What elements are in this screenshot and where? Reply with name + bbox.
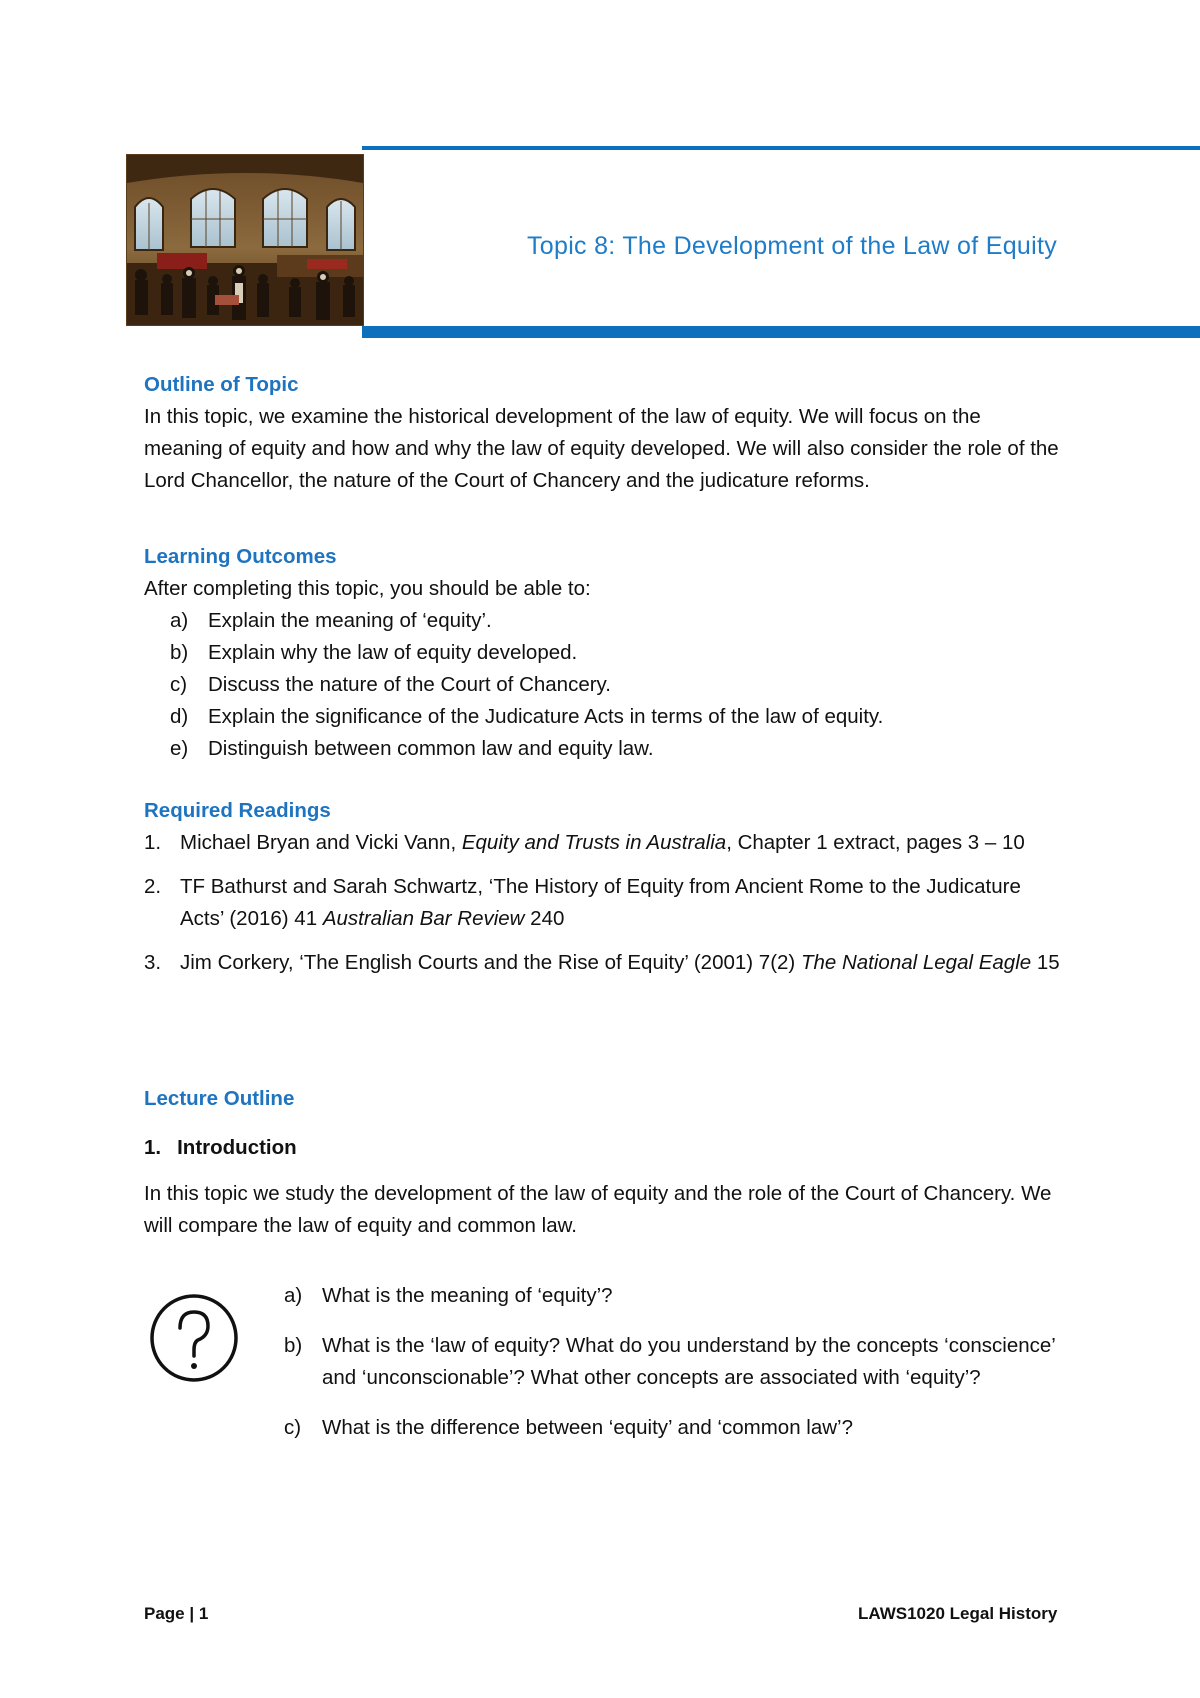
header-rule-bottom: [362, 326, 1200, 338]
reading-item: [144, 827, 1064, 859]
reading-title: Australian Bar Review: [322, 907, 525, 930]
question-marker: b): [284, 1334, 303, 1357]
reading-text: TF Bathurst and Sarah Schwartz, ‘The History of Equity from Ancient Rome to the Judicature Acts’ (2016) 41: [180, 875, 1021, 930]
section-heading: [144, 1132, 297, 1164]
question-marker: a): [284, 1284, 303, 1307]
readings-list: [144, 827, 1064, 979]
page-title: Topic 8: The Development of the Law of Equity: [527, 232, 1058, 260]
header-rule-top: [362, 146, 1200, 150]
reading-title: The National Legal Eagle: [800, 951, 1032, 974]
question-item: [284, 1412, 1064, 1444]
list-item: [170, 701, 1070, 733]
list-item-text: Explain why the law of equity developed.: [208, 641, 578, 664]
reading-item: [144, 947, 1064, 979]
page-number: Page | 1: [144, 1604, 209, 1623]
list-item-text: Explain the meaning of ‘equity’.: [208, 609, 492, 632]
lecture-intro-text: In this topic we study the development of the law of equity and the role of the Court of Chancery. We will compare the law of equity and common law.: [144, 1182, 1052, 1237]
reading-marker: 1.: [144, 831, 162, 854]
question-item: [284, 1330, 1064, 1394]
course-name: LAWS1020 Legal History: [858, 1604, 1058, 1623]
reading-text: Jim Corkery, ‘The English Courts and the Rise of Equity’ (2001) 7(2): [180, 951, 801, 974]
list-item: [170, 733, 1070, 765]
reading-marker: 3.: [144, 951, 162, 974]
question-text: What is the meaning of ‘equity’?: [322, 1284, 613, 1307]
reading-text: , Chapter 1 extract, pages 3 – 10: [726, 831, 1025, 854]
reading-text: Michael Bryan and Vicki Vann,: [180, 831, 462, 854]
question-mark-circle-icon: [148, 1292, 240, 1384]
list-marker: e): [170, 737, 189, 760]
reading-title: Equity and Trusts in Australia: [461, 831, 727, 854]
readings-heading: Required Readings: [144, 799, 331, 822]
question-item: [284, 1280, 1064, 1312]
list-item: [170, 605, 1070, 637]
outcomes-intro: After completing this topic, you should be able to:: [144, 577, 591, 600]
lecture-heading: Lecture Outline: [144, 1087, 295, 1110]
list-item: [170, 669, 1070, 701]
list-marker: b): [170, 641, 189, 664]
outline-text: In this topic, we examine the historical development of the law of equity. We will focus on the meaning of equity and how and why the law of equity developed. We will also consider the role of the Lord Chancellor, the nature of the Court of Chancery and the judicature reforms.: [144, 405, 1059, 492]
list-marker: a): [170, 609, 189, 632]
reading-text: 15: [1031, 951, 1060, 974]
reading-item: [144, 871, 1064, 935]
list-marker: c): [170, 673, 188, 696]
question-text: What is the ‘law of equity? What do you understand by the concepts ‘conscience’ and ‘unconscionable’? What other concepts are associated with ‘equity’?: [322, 1334, 1056, 1389]
reading-marker: 2.: [144, 875, 162, 898]
outline-heading: Outline of Topic: [144, 373, 299, 396]
section-title: Introduction: [177, 1136, 297, 1159]
list-item: [170, 637, 1070, 669]
outcomes-list: [170, 605, 1070, 765]
list-marker: d): [170, 705, 189, 728]
outcomes-heading: Learning Outcomes: [144, 545, 337, 568]
list-item-text: Explain the significance of the Judicature Acts in terms of the law of equity.: [208, 705, 884, 728]
question-marker: c): [284, 1416, 302, 1439]
list-item-text: Distinguish between common law and equity law.: [208, 737, 654, 760]
reading-text: 240: [524, 907, 565, 930]
section-marker: 1.: [144, 1136, 162, 1159]
discussion-questions: [284, 1280, 1064, 1462]
court-painting-image: [126, 154, 364, 326]
question-text: What is the difference between ‘equity’ and ‘common law’?: [322, 1416, 854, 1439]
list-item-text: Discuss the nature of the Court of Chancery.: [208, 673, 611, 696]
